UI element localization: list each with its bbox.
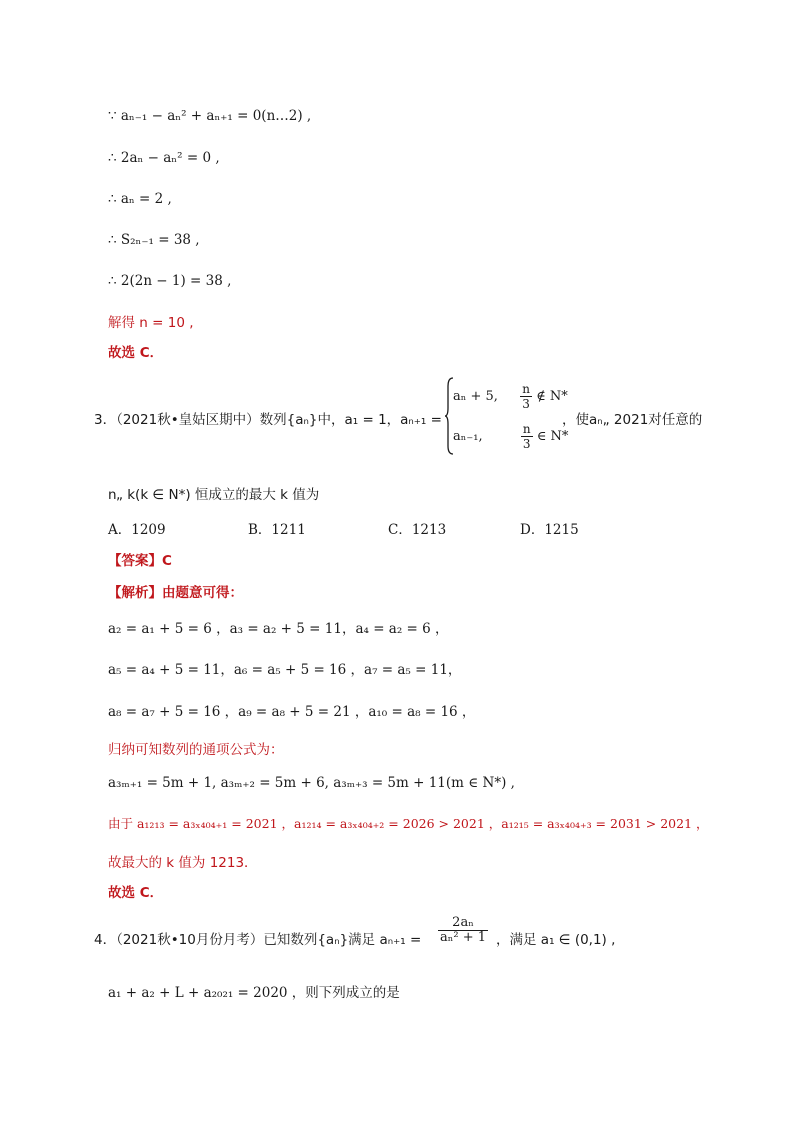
- q3-line-2: n„ k(k ∈ N*) 恒成立的最大 k 值为: [108, 487, 320, 503]
- option-d: D．1215: [520, 522, 579, 538]
- solve-line: 解得 n = 10 ,: [108, 315, 194, 331]
- q3-choose-line: 故选 C．: [108, 885, 164, 901]
- case-1-expr: aₙ + 5,: [453, 389, 498, 404]
- piecewise-definition: [445, 376, 569, 456]
- derivation-line-5: ∴ 2(2n − 1) = 38 ,: [108, 273, 232, 289]
- q4-suffix: ，满足 a₁ ∈ (0,1) ,: [496, 932, 616, 948]
- q4-fraction: [438, 916, 488, 945]
- q4-denominator: aₙ² + 1: [440, 930, 487, 945]
- q4-numerator: 2aₙ: [438, 916, 488, 931]
- case-1-fraction: [520, 382, 532, 411]
- case-1-condition: ∉ N*: [536, 389, 568, 404]
- q3-prefix: 3．（2021秋•皇姑区期中）数列{aₙ}中，a₁ = 1，aₙ₊₁ =: [94, 412, 442, 428]
- case-2-expr: aₙ₋₁,: [453, 429, 483, 444]
- option-b: B．1211: [248, 522, 306, 538]
- equation-row-3: a₈ = a₇ + 5 = 16 ，a₉ = a₈ + 5 = 21 ，a₁₀ = a₈ = 16 ，: [108, 704, 476, 720]
- general-term: a₃ₘ₊₁ = 5m + 1, a₃ₘ₊₂ = 5m + 6, a₃ₘ₊₃ = 5m + 11(m ∈ N*) ,: [108, 775, 515, 791]
- q3-suffix: ，使aₙ„ 2021对任意的: [562, 412, 703, 428]
- derivation-line-1: ∵ aₙ₋₁ − aₙ² + aₙ₊₁ = 0(n…2) ,: [108, 108, 312, 124]
- answer-label: 【答案】C: [108, 553, 172, 569]
- case-1-numerator: n: [522, 382, 530, 396]
- case-2: [453, 422, 568, 451]
- derivation-line-4: ∴ S₂ₙ₋₁ = 38 ,: [108, 232, 200, 248]
- case-1-denominator: 3: [522, 397, 530, 411]
- q4-line-2: a₁ + a₂ + L + a₂₀₂₁ = 2020 ，则下列成立的是: [108, 985, 400, 1001]
- derivation-line-3: ∴ aₙ = 2 ,: [108, 191, 172, 207]
- option-c: C．1213: [388, 522, 447, 538]
- q4-prefix: 4．（2021秋•10月份月考）已知数列{aₙ}满足 aₙ₊₁ =: [94, 932, 422, 948]
- analysis-label: 【解析】由题意可得：: [108, 585, 243, 601]
- max-k-line: 故最大的 k 值为 1213．: [108, 855, 258, 871]
- case-2-fraction: [521, 422, 533, 451]
- derivation-line-2: ∴ 2aₙ − aₙ² = 0 ,: [108, 150, 220, 166]
- induction-line: 归纳可知数列的通项公式为：: [108, 742, 284, 758]
- case-2-denominator: 3: [522, 437, 531, 451]
- since-line: 由于 a₁₂₁₃ = a₃ₓ₄₀₄₊₁ = 2021 ，a₁₂₁₄ = a₃ₓ₄₀₄₊₂ = 2026 > 2021 ，a₁₂₁₅ = a₃ₓ₄₀₄₊₃ = 2031 > 2021 ，: [108, 816, 709, 831]
- case-2-numerator: n: [522, 422, 531, 436]
- equation-row-1: a₂ = a₁ + 5 = 6 ，a₃ = a₂ + 5 = 11，a₄ = a₂ = 6 ，: [108, 621, 449, 637]
- equation-row-2: a₅ = a₄ + 5 = 11，a₆ = a₅ + 5 = 16 ，a₇ = a₅ = 11，: [108, 662, 462, 678]
- choose-line: 故选 C．: [108, 345, 164, 361]
- option-a: A．1209: [108, 522, 166, 538]
- case-2-condition: ∈ N*: [536, 429, 569, 444]
- case-1: [453, 382, 568, 411]
